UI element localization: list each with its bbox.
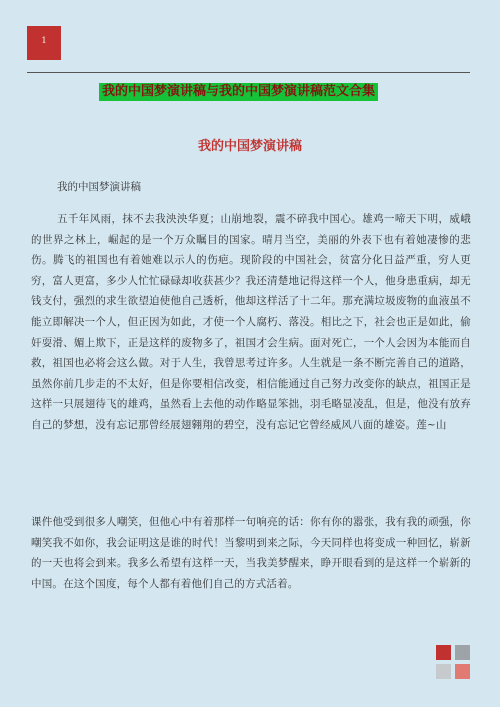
section-title: 我的中国梦演讲稿 <box>197 139 302 154</box>
page-number: 1 <box>41 36 47 45</box>
speech-heading: 我的中国梦演讲稿 <box>57 181 141 193</box>
document-title: 我的中国梦演讲稿与我的中国梦演讲稿范文合集 <box>99 83 378 101</box>
decorative-square <box>436 664 451 679</box>
decorative-square <box>455 664 470 679</box>
page-number-badge <box>27 26 61 60</box>
body-paragraph: 课件他受到很多人嘲笑，但他心中有着那样一句响亮的话：你有你的嚣张，我有我的顽强，你嘲笑我不如你，我会证明这是谁的时代！当黎明到来之际，今天同样也将变成一种回忆，崭新的一天也将会到来。我多么希望有这样一天，当我美梦醒来，睁开眼看到的是这样一个崭新的中国。在这个国度，每个人都有着他们自己的方式活着。 <box>31 516 471 590</box>
body-paragraph: 五千年风雨，抹不去我泱泱华夏；山崩地裂，震不碎我中国心。雄鸡一啼天下明，威峨的世界之林上，崛起的是一个万众瞩目的国家。晴月当空，美丽的外表下也有着她凄惨的悲伤。腾飞的祖国也有着她难以示人的伤疤。现阶段的中国社会，贫富分化日益严重，穷人更穷，富人更富，多少人忙忙碌碌却收获甚少？我还清楚地记得这样一个人，他身患重病，却无钱支付，强烈的求生欲望迫使他自己透析，他却这样活了十二年。那充满垃圾废物的血液虽不能立即解决一个人，但正因为如此，才使一个人腐朽、落没。相比之下，社会也正是如此，偷奸耍滑、媚上欺下，正是这样的废物多了，祖国才会生病。面对死亡，一个人会因为本能而自救，祖国也必将会这么做。对于人生，我曾思考过许多。人生就是一条不断完善自己的道路，虽然你前几步走的不太好，但是你要相信改变，相信能通过自己努力改变你的缺点，祖国正是这样一只展翅待飞的雄鸡，虽然看上去他的动作略显笨拙，羽毛略显凌乱，但是，他没有放弃自己的梦想，没有忘记那曾经展翅翱翔的碧空，没有忘记它曾经威风八面的雄姿。莲~山 <box>31 213 471 431</box>
header-divider <box>27 72 470 73</box>
decorative-square <box>455 645 470 660</box>
decorative-square <box>436 645 451 660</box>
